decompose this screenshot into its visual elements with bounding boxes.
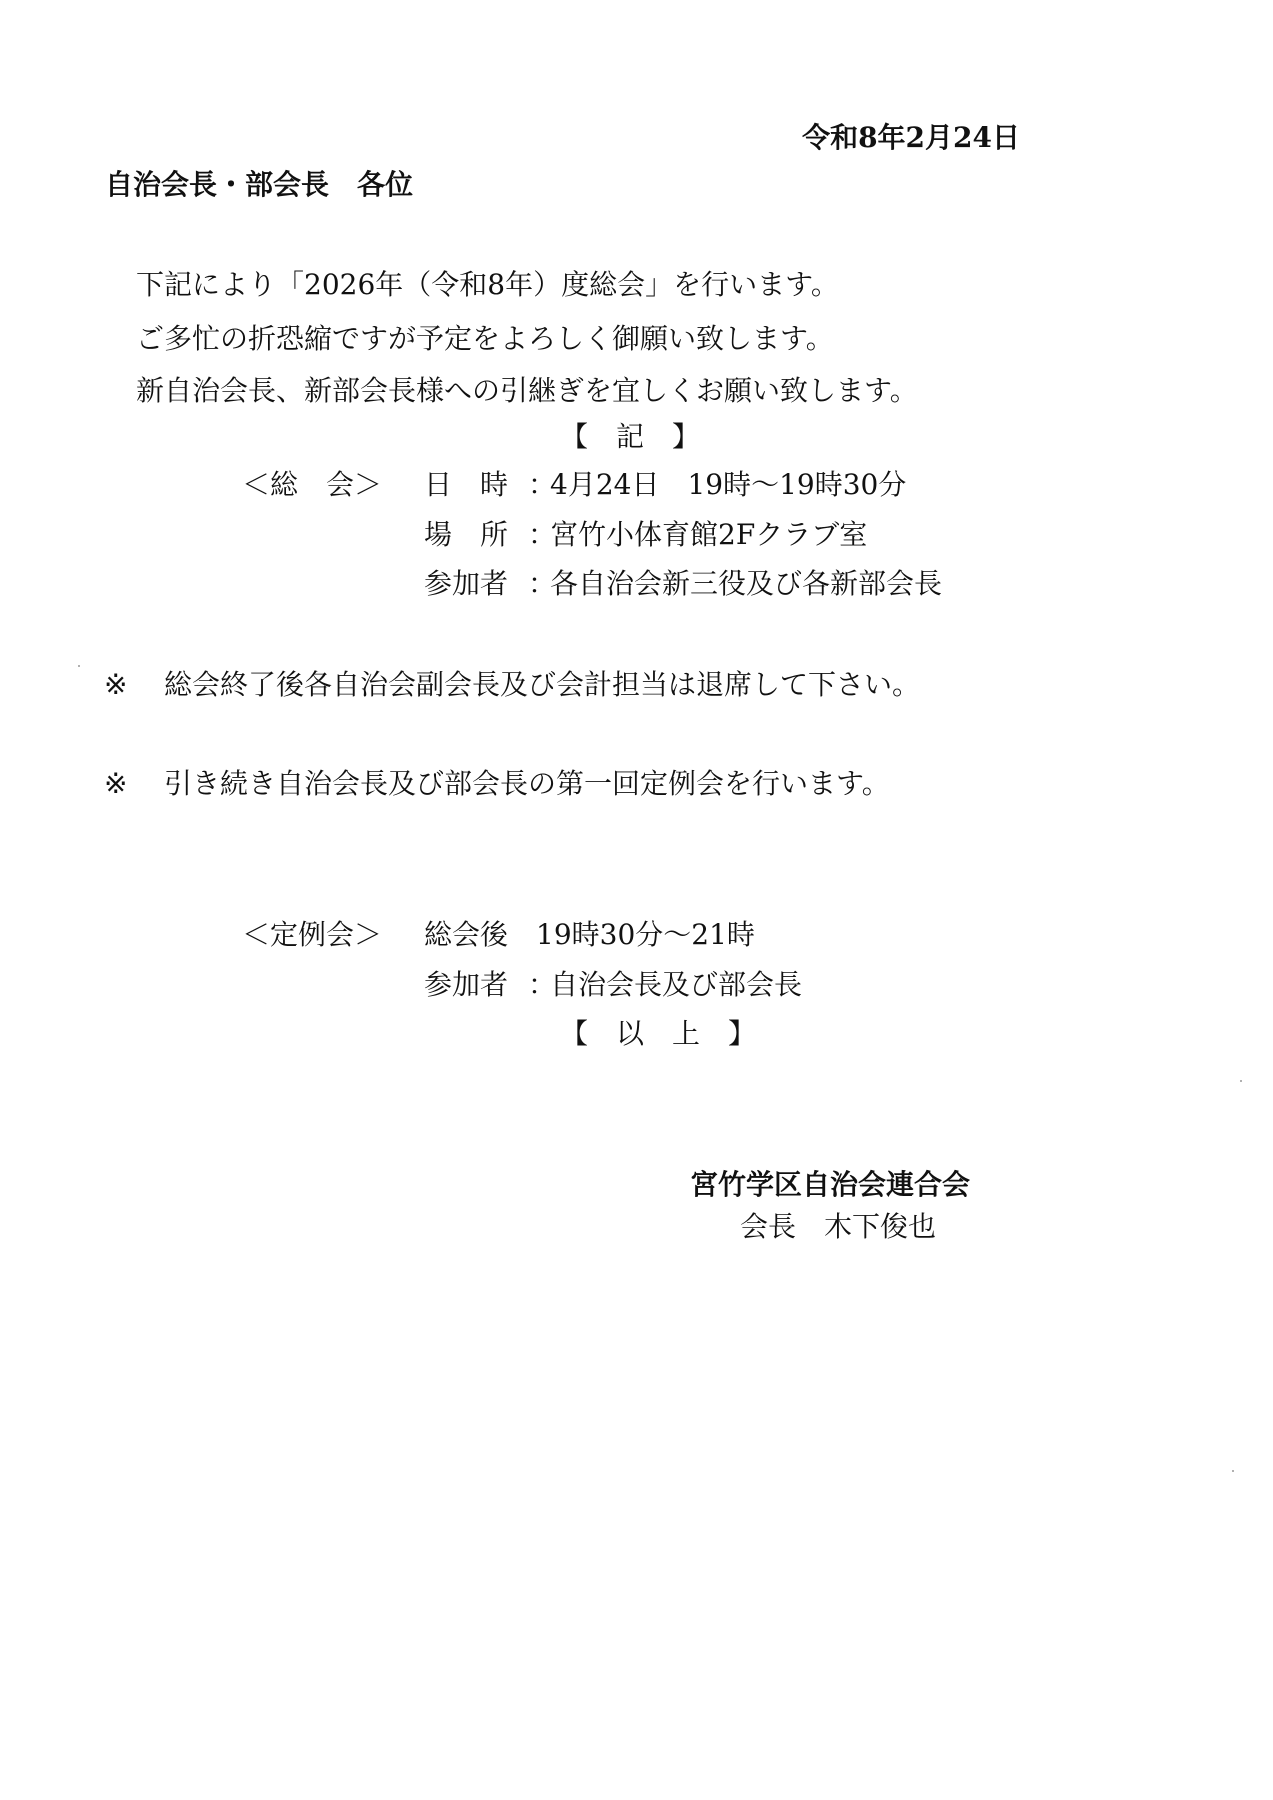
general-meeting-place [424,518,867,552]
place-value: 宮竹小体育館2Fクラブ室 [550,518,868,551]
regular-participants-colon: ： [528,968,557,1001]
place-label: 場 所 [424,518,509,551]
closing-mark: 【 以 上 】 [560,1017,757,1050]
regular-participants-value: 自治会長及び部会長 [550,968,803,1001]
signature-name: 木下俊也 [824,1210,937,1243]
datetime-value: 4月24日 19時～19時30分 [550,468,907,501]
general-meeting-datetime [424,468,906,502]
intro-line-3: 新自治会長、新部会長様への引継ぎを宜しくお願い致します。 [136,374,918,407]
intro-line-1: 下記により「2026年（令和8年）度総会」を行います。 [136,268,839,301]
datetime-colon: ： [528,468,557,501]
participants-label: 参加者 [424,567,509,600]
signature-org: 宮竹学区自治会連合会 [690,1168,971,1201]
note-mark: ※ [104,668,128,701]
regular-time-value: 19時30分～21時 [536,918,755,951]
regular-participants-label: 参加者 [424,968,509,1001]
general-meeting-participants [424,567,942,601]
addressee: 自治会長・部会長 各位 [105,168,414,201]
regular-meeting-label: ＜定例会＞ [242,918,383,951]
note-mark: ※ [104,767,128,800]
regular-meeting-participants [424,968,802,1002]
note-1 [104,668,920,702]
scan-speck [1240,1080,1242,1082]
regular-time-label: 総会後 [424,918,509,951]
note-text: 引き続き自治会長及び部会長の第一回定例会を行います。 [164,767,890,800]
note-2 [104,767,890,801]
issue-date: 令和8年2月24日 [802,121,1020,154]
regular-meeting-time [424,918,755,952]
general-meeting-label: ＜総 会＞ [242,468,383,501]
signature-person [740,1210,936,1244]
scan-speck [1232,1470,1234,1472]
intro-line-2: ご多忙の折恐縮ですが予定をよろしく御願い致します。 [136,322,834,355]
ki-heading: 【 記 】 [560,420,701,453]
signature-title: 会長 [740,1210,797,1243]
scan-speck [78,665,80,667]
participants-value: 各自治会新三役及び各新部会長 [550,567,943,600]
place-colon: ： [528,518,557,551]
note-text: 総会終了後各自治会副会長及び会計担当は退席して下さい。 [164,668,921,701]
datetime-label: 日 時 [424,468,509,501]
participants-colon: ： [528,567,557,600]
